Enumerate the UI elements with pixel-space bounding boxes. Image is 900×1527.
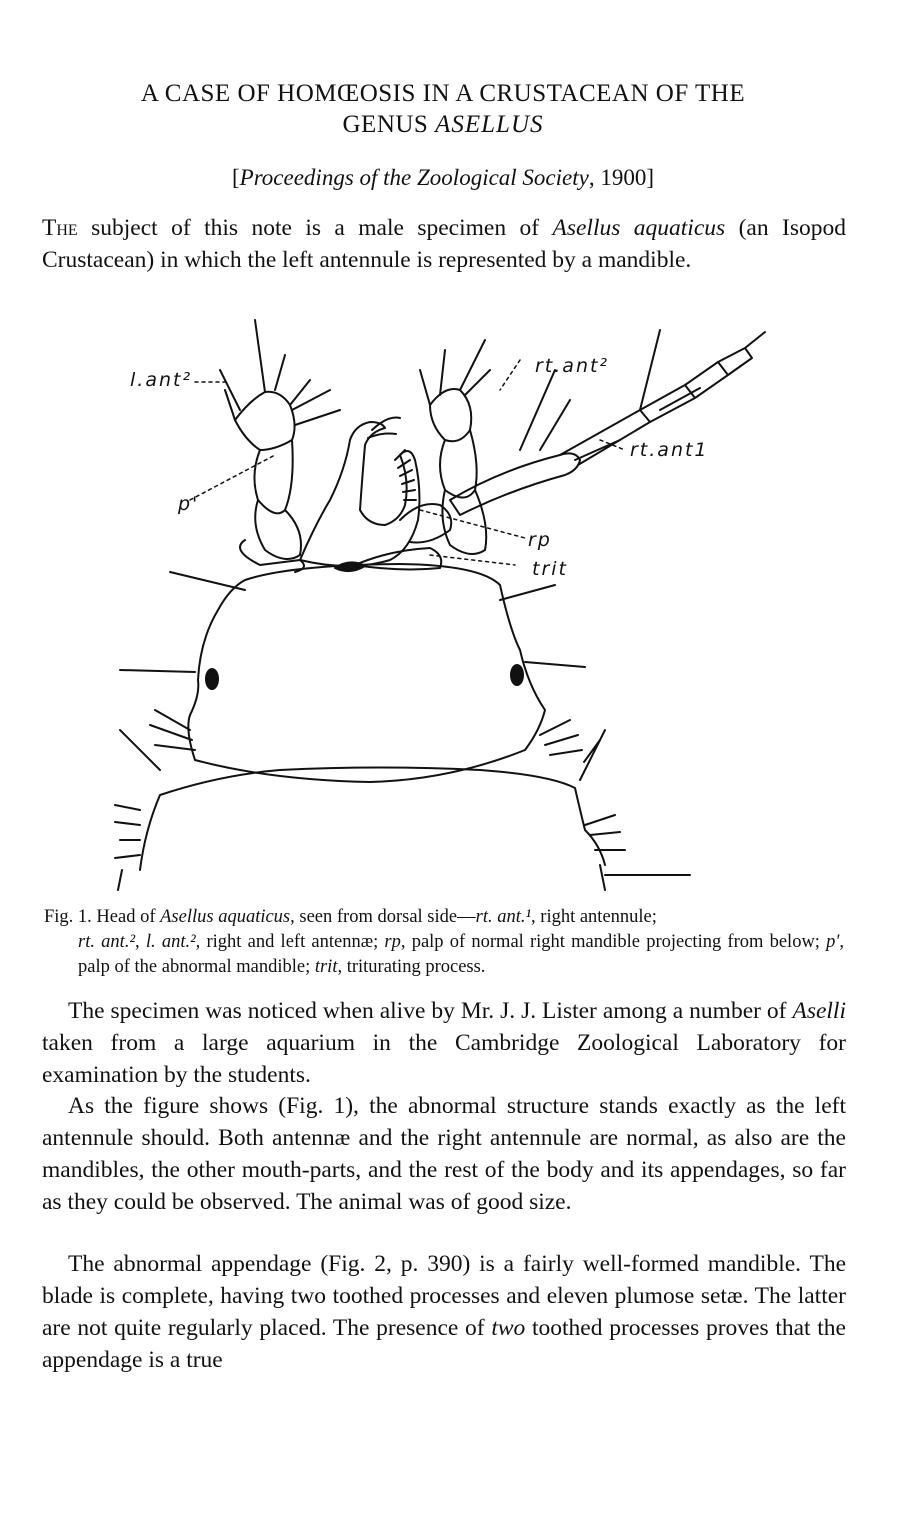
figure-caption: Fig. 1. Head of Asellus aquaticus, seen from dorsal side—rt. ant.¹, right antennule; rt. ant.², l. ant.², right and left antennæ; rp, palp of normal right mandible projecting from below; p', palp of the abnormal mandible; trit, triturating process. [44,907,845,977]
label-rp: rp [528,529,552,551]
right-antennule [450,453,580,515]
article-title [40,78,846,140]
label-trit: trit [532,558,568,580]
intro-paragraph: The subject of this note is a male specimen of Asellus aquaticus (an Isopod Crustacean) in which the left antennule is represented by a mandible. [42,215,846,273]
figure-asellus-head [100,310,820,900]
label-rt-ant1: rt.ant1 [630,439,709,461]
label-p-prime: p' [178,493,200,515]
source-citation: [Proceedings of the Zoological Society, 1900] [231,165,655,190]
left-eye [206,669,218,689]
label-rt-ant2: rt.ant² [535,355,610,377]
label-l-ant2: l.ant² [130,369,193,391]
body-paragraph-2: The specimen was noticed when alive by Mr. J. J. Lister among a number of Aselli taken from a large aquarium in the Cambridge Zoological Laboratory for examination by the students. [42,998,846,1088]
head-outline [188,564,545,782]
title-line-2: GENUS ASELLUS [342,111,544,138]
abnormal-mandible [300,422,419,566]
right-eye [511,665,523,685]
body-paragraph-3: As the figure shows (Fig. 1), the abnormal structure stands exactly as the left antennule should. Both antennæ and the right antennule are normal, as also are the mandibles, the other mouth-parts, and the rest of the body and its appendages, so far as they could be observed. The animal was of good size. [42,1093,846,1215]
title-line-1: A CASE OF HOMŒOSIS IN A CRUSTACEAN OF THE [140,80,746,107]
body-paragraph-4: The abnormal appendage (Fig. 2, p. 390) is a fairly well-formed mandible. The blade is complete, having two toothed processes and eleven plumose setæ. The latter are not quite regularly placed. The presence of two toothed processes proves that the appendage is a true [42,1251,846,1373]
